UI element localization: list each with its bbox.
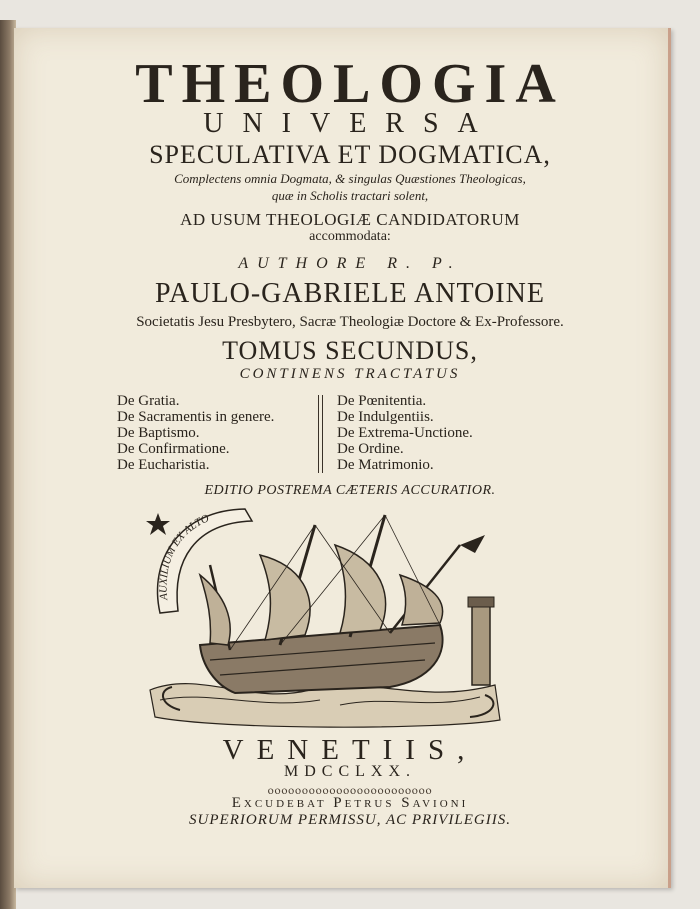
tractatus-item: De Sacramentis in genere.: [117, 409, 275, 425]
imprint-place: VENETIIS,: [222, 734, 478, 766]
ornament-rule: ⲟⲟⲟⲟⲟⲟⲟⲟⲟⲟⲟⲟⲟⲟⲟⲟⲟⲟⲟⲟⲟⲟⲟⲟ: [267, 783, 433, 797]
tractatus-item: De Confirmatione.: [117, 441, 230, 457]
printer-line: Excudebat Petrus Savioni: [231, 795, 469, 811]
ad-usum-line: AD USUM THEOLOGIÆ CANDIDATORUM: [180, 210, 520, 229]
edition-line: EDITIO POSTREMA CÆTERIS ACCURATIOR.: [204, 483, 496, 498]
subtitle-speculativa: SPECULATIVA ET DOGMATICA,: [149, 140, 551, 169]
emblem-motto: AUXILIUM EX ALTO: [157, 512, 211, 601]
privilege-line: SUPERIORUM PERMISSU, AC PRIVILEGIIS.: [189, 812, 511, 828]
continens-line: CONTINENS TRACTATUS: [239, 366, 461, 382]
tractatus-item: De Matrimonio.: [337, 457, 434, 473]
accommodata-line: accommodata:: [309, 229, 391, 244]
column-divider: [318, 395, 319, 473]
tractatus-item: De Ordine.: [337, 441, 404, 457]
ship-emblem-engraving: [140, 505, 510, 730]
star-icon: [146, 513, 170, 535]
authore-line: AUTHORE R. P.: [238, 255, 462, 272]
imprint-year: MDCCLXX.: [283, 763, 416, 780]
complectens-line-1: Complectens omnia Dogmata, & singulas Quæstiones Theologicas,: [174, 171, 526, 186]
tractatus-right-column: [337, 393, 473, 473]
book-title: THEOLOGIA: [135, 53, 565, 115]
tractatus-item: De Eucharistia.: [117, 457, 210, 473]
volume-title: TOMUS SECUNDUS,: [222, 336, 478, 365]
tractatus-item: De Gratia.: [117, 393, 180, 409]
tractatus-item: De Pœnitentia.: [337, 393, 427, 409]
column-divider: [322, 395, 323, 473]
subtitle-universa: UNIVERSA: [203, 108, 497, 139]
complectens-line-2: quæ in Scholis tractari solent,: [271, 188, 429, 203]
tractatus-item: De Extrema-Unctione.: [337, 425, 473, 441]
tractatus-item: De Indulgentiis.: [337, 409, 434, 425]
tractatus-item: De Baptismo.: [117, 425, 200, 441]
author-society: Societatis Jesu Presbytero, Sacræ Theologiæ Doctore & Ex-Professore.: [136, 314, 564, 330]
tractatus-left-column: [117, 393, 274, 473]
author-name: PAULO-GABRIELE ANTOINE: [155, 278, 545, 309]
